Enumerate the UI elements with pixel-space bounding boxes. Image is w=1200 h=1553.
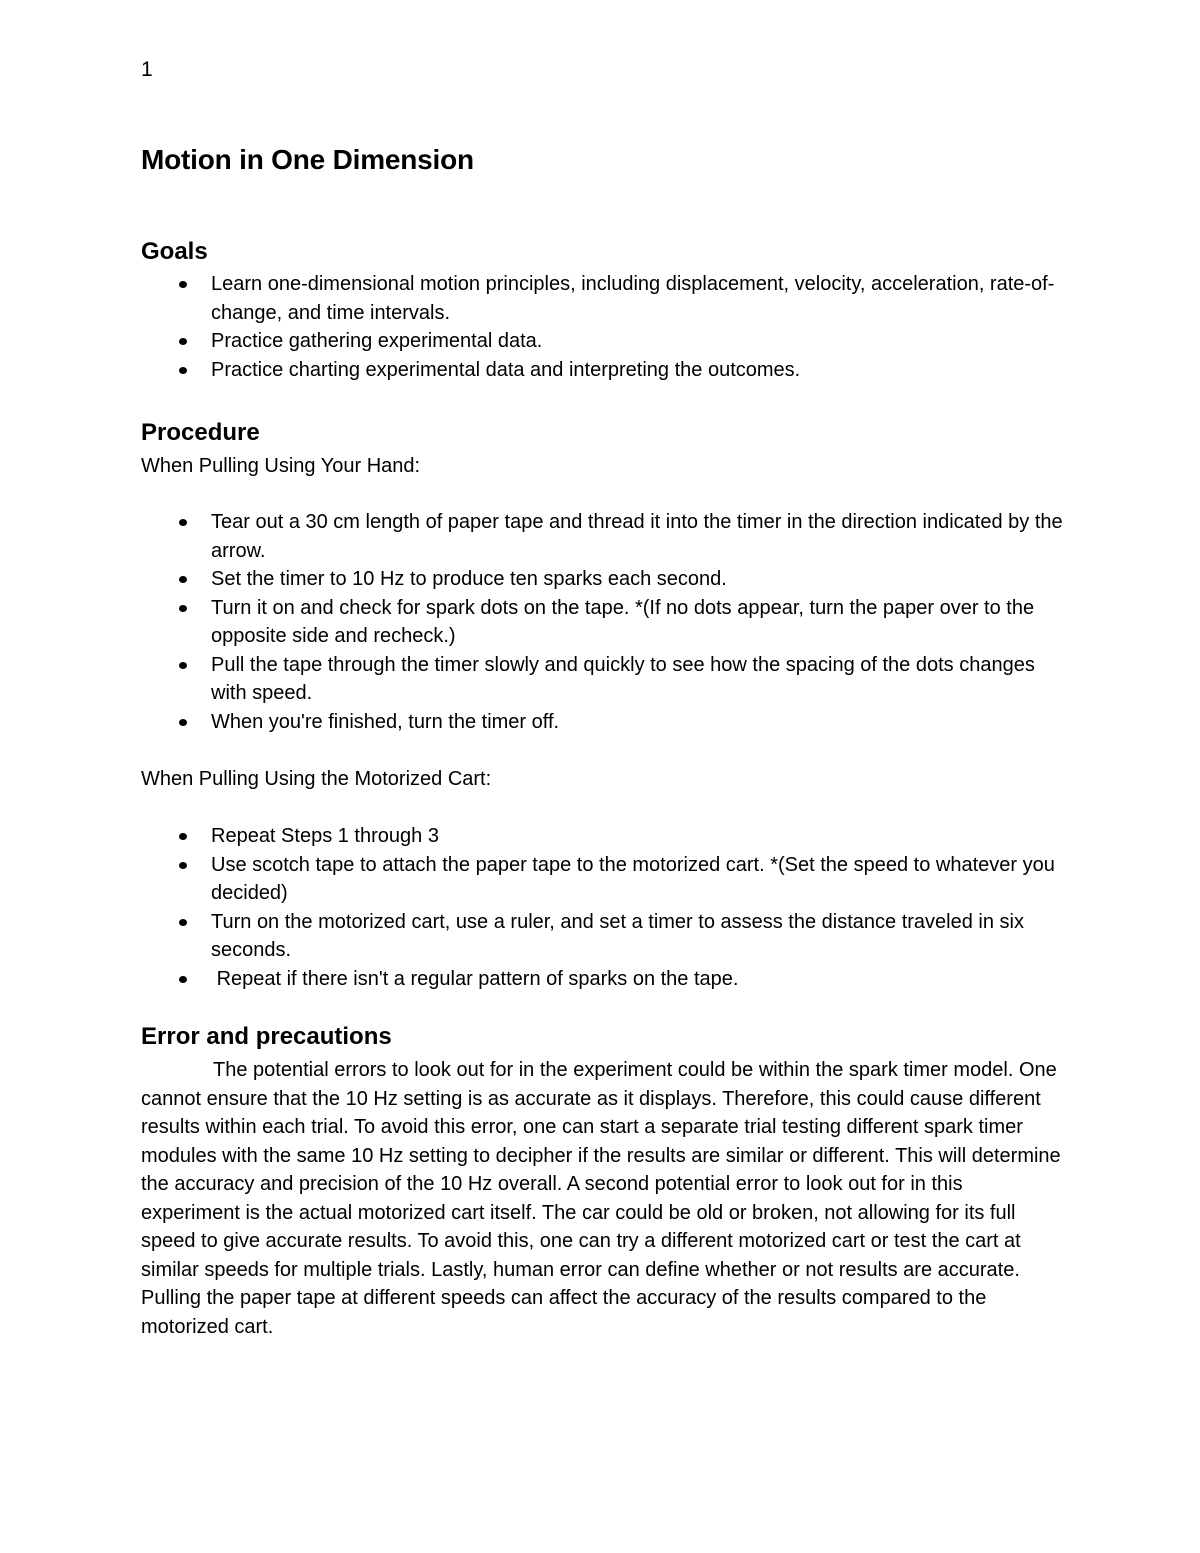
bullet-icon bbox=[179, 976, 187, 983]
goal-text: Practice gathering experimental data. bbox=[211, 330, 543, 352]
page-number: 1 bbox=[141, 58, 153, 81]
bullet-icon bbox=[179, 862, 187, 869]
cart-steps-list bbox=[141, 822, 1071, 993]
list-item bbox=[141, 708, 1071, 737]
list-item bbox=[141, 327, 1071, 356]
bullet-icon bbox=[179, 662, 187, 669]
step-text: Pull the tape through the timer slowly and quickly to see how the spacing of the dots changes with speed. bbox=[211, 653, 1035, 704]
step-text: Repeat if there isn't a regular pattern of sparks on the tape. bbox=[211, 967, 739, 990]
list-item bbox=[141, 594, 1071, 651]
bullet-icon bbox=[179, 519, 187, 526]
bullet-icon bbox=[179, 833, 187, 840]
bullet-icon bbox=[179, 719, 187, 726]
list-item bbox=[141, 565, 1071, 594]
bullet-icon bbox=[179, 576, 187, 583]
procedure-heading: Procedure bbox=[141, 419, 260, 446]
step-text: Repeat Steps 1 through 3 bbox=[211, 825, 439, 847]
bullet-icon bbox=[179, 281, 187, 288]
errors-paragraph: The potential errors to look out for in the experiment could be within the spark timer model. One cannot ensure that the 10 Hz setting is as accurate as it displays. Therefore, this could cause different results within each trial. To avoid this error, one can start a separate trial testing different spark timer modules with the same 10 Hz setting to decipher if the results are similar or different. This will determine the accuracy and precision of the 10 Hz overall. A second potential error to look out for in this experiment is the actual motorized cart itself. The car could be old or broken, not allowing for its full speed to give accurate results. To avoid this, one can try a different motorized cart or test the cart at similar speeds for multiple trials. Lastly, human error can define whether or not results are accurate. Pulling the paper tape at different speeds can affect the accuracy of the results compared to the motorized cart. bbox=[141, 1059, 1061, 1338]
bullet-icon bbox=[179, 367, 187, 374]
bullet-icon bbox=[179, 919, 187, 926]
goal-text: Learn one-dimensional motion principles, including displacement, velocity, acceleration, rate-of-change, and time intervals. bbox=[211, 273, 1055, 324]
step-text: Use scotch tape to attach the paper tape to the motorized cart. *(Set the speed to whatever you decided) bbox=[211, 853, 1055, 904]
hand-steps-list bbox=[141, 508, 1071, 736]
goals-list bbox=[141, 270, 1071, 384]
goal-text: Practice charting experimental data and interpreting the outcomes. bbox=[211, 358, 801, 381]
bullet-icon bbox=[179, 605, 187, 612]
errors-heading: Error and precautions bbox=[141, 1023, 392, 1050]
list-item bbox=[141, 908, 1071, 965]
list-item bbox=[141, 356, 1071, 385]
document-title: Motion in One Dimension bbox=[141, 144, 474, 175]
hand-subheading: When Pulling Using Your Hand: bbox=[141, 455, 421, 477]
step-text: Turn it on and check for spark dots on the tape. *(If no dots appear, turn the paper over to the opposite side and recheck.) bbox=[211, 596, 1035, 647]
step-text: Tear out a 30 cm length of paper tape and thread it into the timer in the direction indicated by the arrow. bbox=[211, 511, 1063, 562]
step-text: Turn on the motorized cart, use a ruler, and set a timer to assess the distance traveled in six seconds. bbox=[211, 910, 1024, 961]
cart-subheading: When Pulling Using the Motorized Cart: bbox=[141, 768, 492, 790]
goals-heading: Goals bbox=[141, 238, 208, 265]
list-item bbox=[141, 508, 1071, 565]
step-text: When you're finished, turn the timer off. bbox=[211, 710, 560, 733]
list-item bbox=[141, 965, 1071, 994]
bullet-icon bbox=[179, 338, 187, 345]
list-item bbox=[141, 851, 1071, 908]
list-item bbox=[141, 651, 1071, 708]
step-text: Set the timer to 10 Hz to produce ten sparks each second. bbox=[211, 568, 727, 590]
list-item bbox=[141, 270, 1071, 327]
list-item bbox=[141, 822, 1071, 851]
